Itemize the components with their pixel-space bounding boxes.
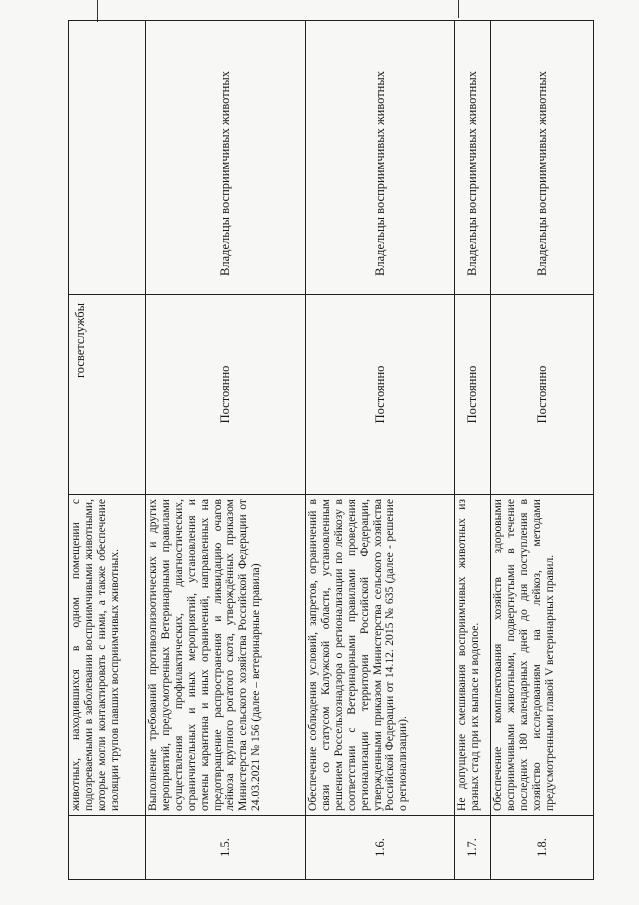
measure-responsible: Владельцы восприимчивых животных xyxy=(491,21,593,295)
row-number xyxy=(69,816,145,879)
measure-term: Постоянно xyxy=(306,295,454,495)
measure-description: Не допущение смешивания восприимчивых животных из разных стад при их выпасе и водопое. xyxy=(455,495,490,816)
measure-description: Обеспечение соблюдения условий, запретов, ограничений в связи со статусом Калужской области, установленным решением Россельхознадзора о регионализации по лейкозу в соответствии с Ветеринарными правилами проведения регионализации территории Российской Федерации, утвержденными приказом Министерства сельского хозяйства Российской Федерации от 14.12. 2015 № 635 (далее - решение о регионализации). xyxy=(306,495,454,816)
row-number: 1.5. xyxy=(218,838,232,857)
measure-responsible: Владельцы восприимчивых животных xyxy=(146,21,305,295)
measure-term: Постоянно xyxy=(491,295,593,495)
measure-description: Выполнение требований противоэпизоотических и других мероприятий, предусмотренных Ветеринарными правилами осуществления профилактических, диагностических, ограничительных и иных мероприятий, установления и отмены карантина и иных ограничений, направленных на предотвращение распространения и ликвидацию очагов лейкоза крупного рогатого скота, утверждённых приказом Министерства сельского хозяйства Российской Федерации от 24.03.2021 № 156 (далее – ветеринарные правила) xyxy=(146,495,305,816)
measure-responsible: Владельцы восприимчивых животных xyxy=(306,21,454,295)
row-number: 1.7. xyxy=(465,838,479,857)
table-row xyxy=(305,21,454,879)
measure-term: госветслужбы xyxy=(69,295,145,495)
measure-responsible xyxy=(69,21,145,295)
row-number: 1.8. xyxy=(534,838,549,857)
row-number: 1.6. xyxy=(372,838,387,857)
table-row xyxy=(454,21,490,879)
measures-table xyxy=(68,20,594,880)
table-row xyxy=(69,21,145,879)
measure-term: Постоянно xyxy=(455,295,490,495)
measure-term: Постоянно xyxy=(146,295,305,495)
table-row xyxy=(490,21,593,879)
table-row xyxy=(145,21,305,879)
measure-description: животных, находившихся в одном помещении с подозреваемыми в заболевании восприимчивыми животными, которые могли контактировать с ними, а также обеспечение изоляции трупов павших восприимчивых животных. xyxy=(69,495,145,816)
measure-description: Обеспечение комплектования хозяйств здоровыми восприимчивыми животными, подвергнутыми в течение последних 180 календарных дней до дня поступления в хозяйство исследованиям на лейкоз, методами предусмотренными главой V ветеринарных правил. xyxy=(491,495,593,816)
measure-responsible: Владельцы восприимчивых животных xyxy=(455,21,490,295)
